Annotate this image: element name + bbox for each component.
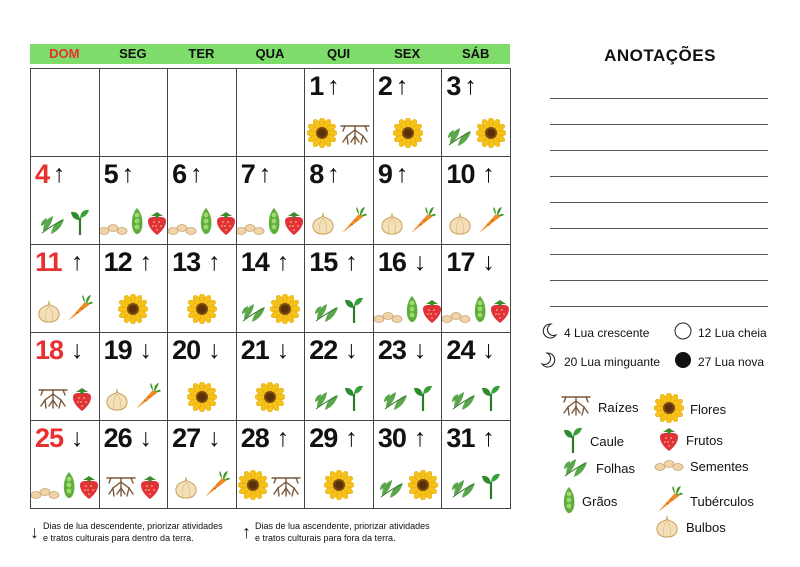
day-number: 3	[446, 71, 461, 101]
day-icons	[239, 475, 303, 505]
strawberry-icon	[78, 474, 100, 505]
note-line	[550, 150, 768, 151]
day-cell	[304, 68, 374, 157]
legend-label: Flores	[690, 402, 727, 417]
leaves-icon	[382, 388, 410, 417]
day-icons	[33, 211, 97, 241]
sunflower-icon	[393, 118, 423, 153]
note-line	[550, 280, 768, 281]
sunflower-icon	[187, 294, 217, 329]
day-icons	[170, 475, 234, 505]
sprout-icon	[480, 472, 502, 505]
carrot-icon	[201, 470, 231, 505]
day-number: 1	[309, 71, 324, 101]
day-cell	[30, 332, 100, 421]
day-icons	[376, 299, 440, 329]
day-cell	[30, 244, 100, 333]
strawberry-icon	[658, 426, 680, 455]
leaves-icon	[450, 388, 478, 417]
day-icons	[376, 475, 440, 505]
day-cell	[304, 156, 374, 245]
legend-label: Raízes	[598, 400, 639, 415]
up-arrow-icon: ↑	[345, 424, 358, 452]
waning-moon-icon	[540, 351, 558, 372]
day-number: 30	[377, 423, 406, 453]
calendar-grid	[30, 68, 510, 508]
weekday-0: DOM	[49, 46, 80, 61]
legend-label: Bulbos	[686, 520, 726, 535]
seeds-icon	[373, 310, 403, 329]
onion-icon	[173, 474, 199, 505]
up-arrow-icon: ↑	[276, 248, 290, 276]
empty-cell	[167, 68, 237, 157]
sprout-icon	[480, 384, 502, 417]
down-arrow-icon: ↓	[71, 336, 84, 364]
seeds-icon	[654, 458, 684, 475]
empty-cell	[30, 68, 100, 157]
legend-item-onion	[654, 513, 726, 542]
day-cell	[167, 420, 237, 509]
day-number: 20	[172, 335, 201, 365]
strawberry-icon	[146, 210, 168, 241]
new-moon-icon	[674, 351, 692, 372]
day-icons	[33, 475, 97, 505]
day-icons	[376, 211, 440, 241]
carrot-icon	[64, 294, 94, 329]
moon-legend-item	[540, 322, 649, 343]
up-arrow-icon: ↑	[276, 424, 290, 452]
down-arrow-icon: ↓	[413, 336, 427, 364]
day-icons	[444, 387, 508, 417]
day-cell	[373, 68, 443, 157]
day-icons	[444, 299, 508, 329]
day-number: 21	[240, 335, 269, 365]
day-cell	[30, 420, 100, 509]
day-icons	[102, 211, 166, 241]
up-arrow-icon: ↑	[208, 248, 221, 276]
sprout-icon	[562, 426, 584, 457]
onion-icon	[310, 210, 336, 241]
note-line	[550, 98, 768, 99]
footer-up-line1: Dias de lua ascendente, priorizar atividades	[255, 521, 430, 531]
weekday-header	[30, 44, 510, 64]
day-cell	[304, 420, 374, 509]
note-line	[550, 254, 768, 255]
legend-item-sprout	[562, 426, 624, 457]
peapod-icon	[562, 485, 576, 518]
sprout-icon	[69, 208, 91, 241]
legend-label: Caule	[590, 434, 624, 449]
sprout-icon	[343, 296, 365, 329]
peapod-icon	[199, 206, 213, 241]
moon-legend-item	[674, 322, 767, 343]
seeds-icon	[30, 486, 60, 505]
note-line	[550, 124, 768, 125]
day-cell	[441, 68, 511, 157]
moon-legend-item	[540, 351, 660, 372]
day-number: 7	[240, 159, 255, 189]
day-cell	[373, 156, 443, 245]
leaves-icon	[562, 455, 590, 482]
carrot-icon	[475, 206, 505, 241]
day-icons	[307, 387, 371, 417]
weekday-6: SÁB	[461, 46, 490, 61]
strawberry-icon	[489, 298, 511, 329]
day-number: 5	[103, 159, 118, 189]
day-number: 26	[103, 423, 132, 453]
day-cell	[441, 420, 511, 509]
day-cell	[304, 332, 374, 421]
roots-icon	[105, 474, 137, 505]
note-line	[550, 202, 768, 203]
peapod-icon	[405, 294, 419, 329]
leaves-icon	[313, 388, 341, 417]
moon-legend-label: 4 Lua crescente	[564, 325, 650, 340]
day-number: 27	[172, 423, 201, 453]
sunflower-icon	[187, 382, 217, 417]
day-cell	[167, 332, 237, 421]
onion-icon	[379, 210, 405, 241]
sunflower-icon	[270, 294, 300, 329]
day-number: 2	[377, 71, 392, 101]
peapod-icon	[267, 206, 281, 241]
day-cell	[167, 244, 237, 333]
strawberry-icon	[283, 210, 305, 241]
legend-label: Grãos	[582, 494, 618, 509]
day-icons	[444, 123, 508, 153]
moon-legend-label: 20 Lua minguante	[564, 354, 661, 369]
strawberry-icon	[421, 298, 443, 329]
legend-label: Tubérculos	[690, 494, 754, 509]
day-icons	[376, 123, 440, 153]
down-arrow-icon: ↓	[139, 336, 153, 364]
sunflower-icon	[118, 294, 148, 329]
day-icons	[170, 211, 234, 241]
day-number: 29	[309, 423, 338, 453]
leaves-icon	[313, 300, 341, 329]
day-number: 12	[103, 247, 132, 277]
moon-legend-label: 27 Lua nova	[698, 354, 765, 369]
down-arrow-icon: ↓	[208, 424, 221, 452]
day-icons	[444, 211, 508, 241]
roots-icon	[270, 474, 302, 505]
roots-icon	[37, 386, 69, 417]
footer-down-line1: Dias de lua descendente, priorizar atividades	[43, 521, 223, 531]
note-line	[550, 228, 768, 229]
day-cell	[236, 244, 306, 333]
day-number: 19	[103, 335, 132, 365]
up-arrow-icon: ↑	[121, 160, 135, 188]
down-arrow-icon: ↓	[208, 336, 221, 364]
day-icons	[102, 299, 166, 329]
carrot-icon	[407, 206, 437, 241]
day-icons	[33, 299, 97, 329]
leaves-icon	[378, 476, 406, 505]
day-icons	[239, 387, 303, 417]
sunflower-icon	[408, 470, 438, 505]
onion-icon	[654, 513, 680, 542]
down-arrow-icon: ↓	[413, 248, 427, 276]
strawberry-icon	[71, 386, 93, 417]
down-arrow-icon: ↓	[276, 336, 290, 364]
notes-title: ANOTAÇÕES	[604, 46, 716, 65]
sunflower-icon	[307, 118, 337, 153]
day-icons	[170, 387, 234, 417]
onion-icon	[36, 298, 62, 329]
day-icons	[307, 299, 371, 329]
up-arrow-icon: ↑	[327, 160, 340, 188]
down-arrow-icon: ↓	[345, 336, 358, 364]
up-arrow-icon: ↑	[464, 72, 477, 100]
onion-icon	[447, 210, 473, 241]
day-cell	[236, 420, 306, 509]
legend-item-peapod	[562, 485, 617, 518]
strawberry-icon	[139, 474, 161, 505]
day-icons	[376, 387, 440, 417]
day-icons	[102, 475, 166, 505]
sunflower-icon	[255, 382, 285, 417]
up-arrow-icon: ↑	[139, 248, 153, 276]
day-cell	[99, 332, 169, 421]
down-arrow-icon: ↓	[139, 424, 153, 452]
day-cell	[373, 332, 443, 421]
up-arrow-icon: ↑	[242, 522, 251, 542]
day-number: 23	[377, 335, 406, 365]
carrot-icon	[132, 382, 162, 417]
sunflower-icon	[238, 470, 268, 505]
day-cell	[236, 332, 306, 421]
up-arrow-icon: ↑	[327, 72, 340, 100]
sprout-icon	[412, 384, 434, 417]
sprout-icon	[343, 384, 365, 417]
day-icons	[307, 211, 371, 241]
day-number: 31	[446, 423, 475, 453]
seeds-icon	[167, 222, 197, 241]
day-number: 15	[309, 247, 338, 277]
up-arrow-icon: ↑	[395, 160, 409, 188]
day-cell	[373, 244, 443, 333]
peapod-icon	[62, 470, 76, 505]
sunflower-icon	[654, 393, 684, 426]
day-number: 11	[35, 247, 62, 277]
carrot-icon	[338, 206, 368, 241]
empty-cell	[236, 68, 306, 157]
moon-legend-label: 12 Lua cheia	[698, 325, 767, 340]
up-arrow-icon: ↑	[258, 160, 272, 188]
down-arrow-icon: ↓	[482, 336, 495, 364]
day-number: 4	[35, 159, 50, 189]
legend-item-strawberry	[658, 426, 723, 455]
up-arrow-icon: ↑	[71, 248, 84, 276]
day-icons	[33, 387, 97, 417]
day-number: 24	[446, 335, 475, 365]
note-line	[550, 176, 768, 177]
full-moon-icon	[674, 322, 692, 343]
day-cell	[99, 244, 169, 333]
weekday-5: SEX	[394, 46, 421, 61]
weekday-4: QUI	[327, 46, 351, 61]
day-number: 8	[309, 159, 324, 189]
up-arrow-icon: ↑	[482, 424, 495, 452]
up-arrow-icon: ↑	[413, 424, 427, 452]
down-arrow-icon: ↓	[71, 424, 84, 452]
day-cell	[99, 156, 169, 245]
day-icons	[307, 123, 371, 153]
day-icons	[239, 299, 303, 329]
roots-icon	[560, 393, 592, 422]
empty-cell	[99, 68, 169, 157]
seeds-icon	[236, 222, 266, 241]
day-number: 14	[240, 247, 269, 277]
day-cell	[373, 420, 443, 509]
legend-item-leaves	[562, 455, 635, 482]
leaves-icon	[446, 124, 474, 153]
day-cell	[167, 156, 237, 245]
seeds-icon	[99, 222, 129, 241]
crescent-moon-icon	[540, 322, 558, 343]
footer-descending	[30, 520, 223, 544]
legend-label: Folhas	[596, 461, 636, 476]
peapod-icon	[473, 294, 487, 329]
leaves-icon	[39, 212, 67, 241]
legend-item-sunflower	[654, 393, 726, 426]
day-cell	[30, 156, 100, 245]
sunflower-icon	[476, 118, 506, 153]
roots-icon	[339, 122, 371, 153]
day-cell	[441, 156, 511, 245]
day-cell	[441, 332, 511, 421]
weekday-3: QUA	[255, 46, 285, 61]
legend-item-roots	[560, 393, 638, 422]
strawberry-icon	[215, 210, 237, 241]
legend-label: Sementes	[690, 459, 749, 474]
footer-down-line2: e tratos culturais para dentro da terra.	[43, 533, 194, 543]
weekday-1: SEG	[119, 46, 147, 61]
day-cell	[304, 244, 374, 333]
day-cell	[236, 156, 306, 245]
day-number: 25	[35, 423, 64, 453]
footer-up-line2: e tratos culturais para fora da terra.	[255, 533, 396, 543]
up-arrow-icon: ↑	[53, 160, 66, 188]
day-icons	[444, 475, 508, 505]
day-icons	[239, 211, 303, 241]
day-cell	[441, 244, 511, 333]
sunflower-icon	[324, 470, 354, 505]
day-number: 6	[172, 159, 187, 189]
peapod-icon	[130, 206, 144, 241]
day-number: 28	[240, 423, 269, 453]
day-icons	[307, 475, 371, 505]
day-icons	[102, 387, 166, 417]
up-arrow-icon: ↑	[345, 248, 358, 276]
day-number: 22	[309, 335, 338, 365]
up-arrow-icon: ↑	[395, 72, 409, 100]
onion-icon	[104, 386, 130, 417]
day-icons	[170, 299, 234, 329]
leaves-icon	[450, 476, 478, 505]
down-arrow-icon: ↓	[482, 248, 495, 276]
down-arrow-icon: ↓	[30, 522, 39, 542]
day-number: 16	[377, 247, 406, 277]
up-arrow-icon: ↑	[190, 160, 203, 188]
legend-item-seeds	[654, 458, 749, 475]
footer-ascending	[242, 520, 430, 544]
legend-label: Frutos	[686, 433, 723, 448]
day-number: 17	[446, 247, 475, 277]
leaves-icon	[240, 300, 268, 329]
day-number: 13	[172, 247, 201, 277]
up-arrow-icon: ↑	[482, 160, 495, 188]
day-number: 9	[377, 159, 392, 189]
day-number: 10	[446, 159, 475, 189]
day-number: 18	[35, 335, 64, 365]
note-line	[550, 306, 768, 307]
moon-legend-item	[674, 351, 764, 372]
day-cell	[99, 420, 169, 509]
seeds-icon	[441, 310, 471, 329]
weekday-2: TER	[188, 46, 215, 61]
